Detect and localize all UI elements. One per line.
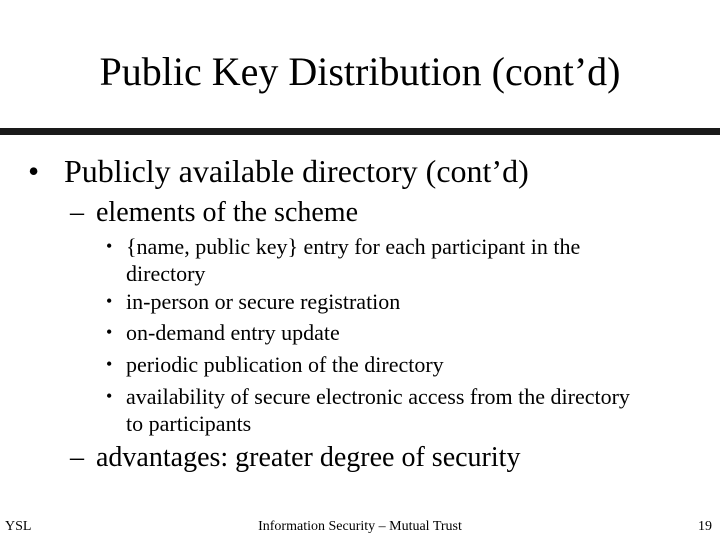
title-divider — [0, 128, 720, 135]
item-text-line-2: directory — [126, 261, 206, 286]
bullet-marker: • — [106, 354, 113, 374]
item-text: on-demand entry update — [126, 320, 340, 345]
bullet-marker: • — [106, 322, 113, 342]
bullet-marker: • — [106, 386, 113, 406]
footer-page-number: 19 — [698, 519, 712, 534]
item-text-line-1: {name, public key} entry for each participant in the — [126, 234, 581, 259]
dash-marker: – — [70, 197, 84, 228]
slide-title: Public Key Distribution (cont’d) — [99, 49, 621, 94]
footer-course-title: Information Security – Mutual Trust — [258, 519, 462, 534]
dash-marker: – — [70, 442, 84, 473]
item-text-line-1: availability of secure electronic access from the directory — [126, 384, 630, 409]
item-text: periodic publication of the directory — [126, 352, 444, 377]
subbullet-text: elements of the scheme — [96, 197, 359, 228]
bullet-marker: • — [106, 236, 113, 256]
bullet-marker: • — [28, 153, 40, 189]
subbullet-text: advantages: greater degree of security — [96, 442, 521, 473]
item-text-line-2: to participants — [126, 411, 252, 436]
item-text: in-person or secure registration — [126, 289, 401, 314]
bullet-text: Publicly available directory (cont’d) — [64, 153, 529, 189]
footer-author: YSL — [5, 519, 32, 534]
bullet-marker: • — [106, 291, 113, 311]
